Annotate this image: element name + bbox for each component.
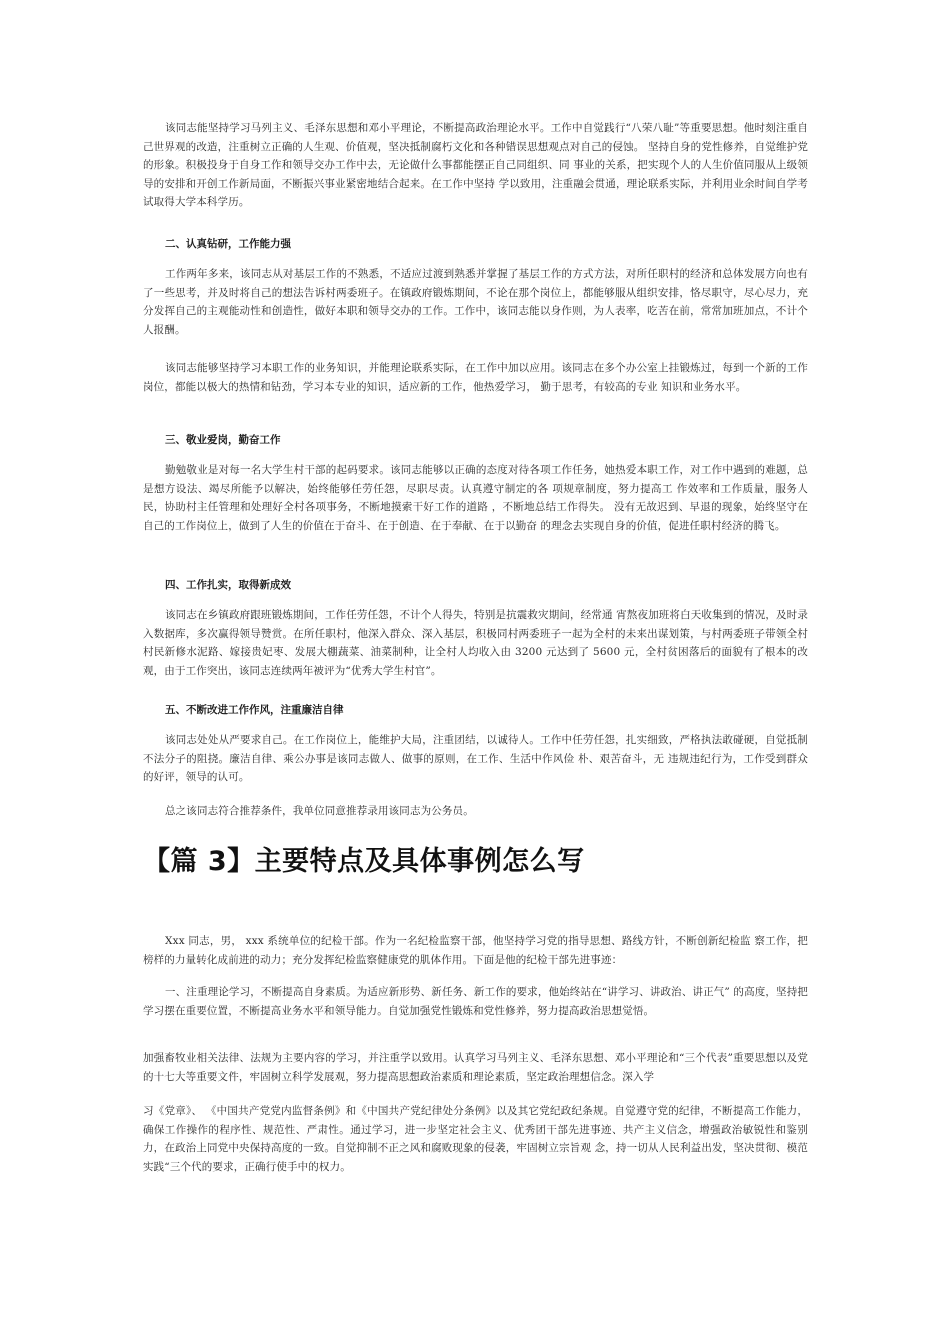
- paragraph-discipline-cadre-intro: Xxx 同志，男， xxx 系统单位的纪检干部。作为一名纪检监察干部，他坚持学习党的指导思想、路线方针，不断创新纪检监 察工作，把榜样的力量转化成前进的动力；充分发挥纪检监察健康党的肌体作用。下面是他的纪检干部先进事迹：: [143, 935, 808, 966]
- paragraph-law-study: 加强畜牧业相关法律、法规为主要内容的学习，并注重学以致用。认真学习马列主义、毛泽东思想、邓小平理论和“三个代表”重要思想以及党的十七大等重要文件，牢固树立科学发展观，努力提高思想政治素质和理论素质，坚定政治理想信念。深入学: [143, 1052, 808, 1083]
- paragraph-diligence: 勤勉敬业是对每一名大学生村干部的起码要求。该同志能够以正确的态度对待各项工作任务，她热爱本职工作，对工作中遇到的难题，总是想方设法、竭尽所能予以解决，始终能够任劳任怨，尽职尽责。认真遵守制定的各 项规章制度，努力提高工 作效率和工作质量，服务人民，协助村主任管理和处理好全村各项事务，不断地摸索干好工作的道路 ，不断地总结工作得失。 没有无故迟到、早退的现象，始终坚守在自己的工作岗位上，做到了人生的价值在于奋斗、在于创造、在于奉献、在于以勤奋 的理念去实现自身的价值，促进任职村经济的腾飞。: [143, 464, 808, 532]
- section-title: 【篇 3】主要特点及具体事例怎么写: [143, 846, 585, 877]
- paragraph-political-study: 该同志能坚持学习马列主义、毛泽东思想和邓小平理论，不断提高政治理论水平。工作中自觉践行“八荣八耻”等重要思想。他时刻注重自己世界观的改造，注重树立正确的人生观、价值观，坚决抵制腐朽文化和各种错误思想观点对自己的侵蚀。 坚持自身的党性修养，自觉维护党的形象。积极投身于自身工作和领导交办工作中去，无论做什么事都能摆正自己同组织、同 事业的关系，把实现个人的人生价值同服从上级领导的安排和开创工作新局面，不断振兴事业紧密地结合起来。在工作中坚持 学以致用，注重融会贯通，理论联系实际，并利用业余时间自学考试取得大学本科学历。: [143, 122, 808, 208]
- heading-work-ability: 二、认真钻研，工作能力强: [165, 238, 291, 250]
- paragraph-party-rules: 习《党章》、 《中国共产党党内监督条例》和《中国共产党纪律处分条例》以及其它党纪政纪条规。自觉遵守党的纪律，不断提高工作能力，确保工作操作的程序性、规范性、严肃性。通过学习，进一步坚定社会主义、优秀团干部先进事迹、共产主义信念，增强政治敏锐性和鉴别力，在政治上同党中央保持高度的一致。自觉抑制不正之风和腐败现象的侵袭，牢固树立宗旨观 念，持一切从人民利益出发，坚决贯彻、模范实践“三个代的要求，正确行使手中的权力。: [143, 1105, 808, 1173]
- heading-work-style: 五、不断改进工作作风，注重廉洁自律: [165, 704, 344, 716]
- paragraph-earthquake-relief: 该同志在乡镇政府跟班锻炼期间，工作任劳任怨，不计个人得失，特别是抗震救灾期间，经常通 宵熬夜加班将白天收集到的情况，及时录入数据库，多次赢得领导赞赏。在所任职村，他深入群众、深入基层，积极同村两委班子一起为全村的未来出谋划策，与村两委班子带领全村村民新修水泥路、嫁接贵妃枣、发展大棚蔬菜、油菜制种，让全村人均收入由 3200 元达到了 5600 元，全村贫困落后的面貌有了根本的改观，由于工作突出，该同志连续两年被评为“优秀大学生村官”。: [143, 609, 808, 677]
- paragraph-conclusion: 总之该同志符合推荐条件，我单位同意推荐录用该同志为公务员。: [165, 805, 474, 817]
- paragraph-theory-study: 一、注重理论学习，不断提高自身素质。为适应新形势、新任务、新工作的要求，他始终站在“讲学习、讲政治、讲正气” 的高度，坚持把学习摆在重要位置，不断提高业务水平和领导能力。自觉加强党性锻炼和党性修养，努力提高政治思想觉悟。: [143, 986, 808, 1017]
- paragraph-self-discipline: 该同志处处从严要求自己。在工作岗位上，能维护大局，注重团结，以诚待人。工作中任劳任怨，扎实细致，严格执法敢碰硬，自觉抵制不法分子的阻挠。廉洁自律、乘公办事是该同志做人、做事的原则，在工作、生活中作风俭 朴、艰苦奋斗，无 违规违纪行为，工作受到群众的好评，领导的认可。: [143, 734, 808, 783]
- paragraph-professional-knowledge: 该同志能够坚持学习本职工作的业务知识，并能理论联系实际，在工作中加以应用。该同志在多个办公室上挂锻炼过，每到一个新的工作岗位，都能以极大的热情和钻劲，学习本专业的知识，适应新的工作，他热爱学习， 勤于思考，有较高的专业 知识和业务水平。: [143, 362, 808, 393]
- heading-achievements: 四、工作扎实，取得新成效: [165, 579, 291, 591]
- paragraph-grassroots-work: 工作两年多来，该同志从对基层工作的不熟悉，不适应过渡到熟悉并掌握了基层工作的方式方法，对所任职村的经济和总体发展方向也有了一些思考，并及时将自己的想法告诉村两委班子。在镇政府锻炼期间，不论在那个岗位上，都能够服从组织安排，恪尽职守，尽心尽力，充分发挥自己的主观能动性和创造性，做好本职和领导交办的工作。工作中，该同志能以身作则，为人表率，吃苦在前，常常加班加点，不计个人报酬。: [143, 268, 808, 336]
- heading-dedication: 三、敬业爱岗，勤奋工作: [165, 434, 281, 446]
